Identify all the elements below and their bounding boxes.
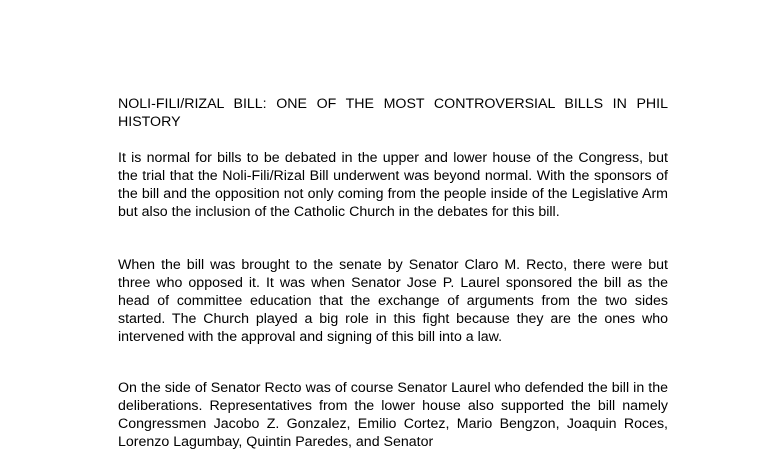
paragraph-2: When the bill was brought to the senate by Senator Claro M. Recto, there were but three who opposed it. It was when Senator Jose P. Laurel sponsored the bill as the head of committee education that the exchange of arguments from the two sides started. The Church played a big role in this fight because they are the ones who intervened with the approval and signing of this bill into a law. (118, 257, 668, 345)
paragraph-1: It is normal for bills to be debated in the upper and lower house of the Congress, but the trial that the Noli-Fili/Rizal Bill underwent was beyond normal. With the sponsors of the bill and the opposition not only coming from the people inside of the Legislative Arm but also the inclusion of the Catholic Church in the debates for this bill. (118, 150, 668, 220)
paragraph-3: On the side of Senator Recto was of course Senator Laurel who defended the bill in the deliberations. Representatives from the lower house also supported the bill namely Congressmen Jacobo Z. Gonzalez, Emilio Cortez, Mario Bengzon, Joaquin Roces, Lorenzo Lagumbay, Quintin Paredes, and Senator (118, 380, 668, 450)
document-title: NOLI-FILI/RIZAL BILL: ONE OF THE MOST CONTROVERSIAL BILLS IN PHIL HISTORY (118, 96, 668, 130)
